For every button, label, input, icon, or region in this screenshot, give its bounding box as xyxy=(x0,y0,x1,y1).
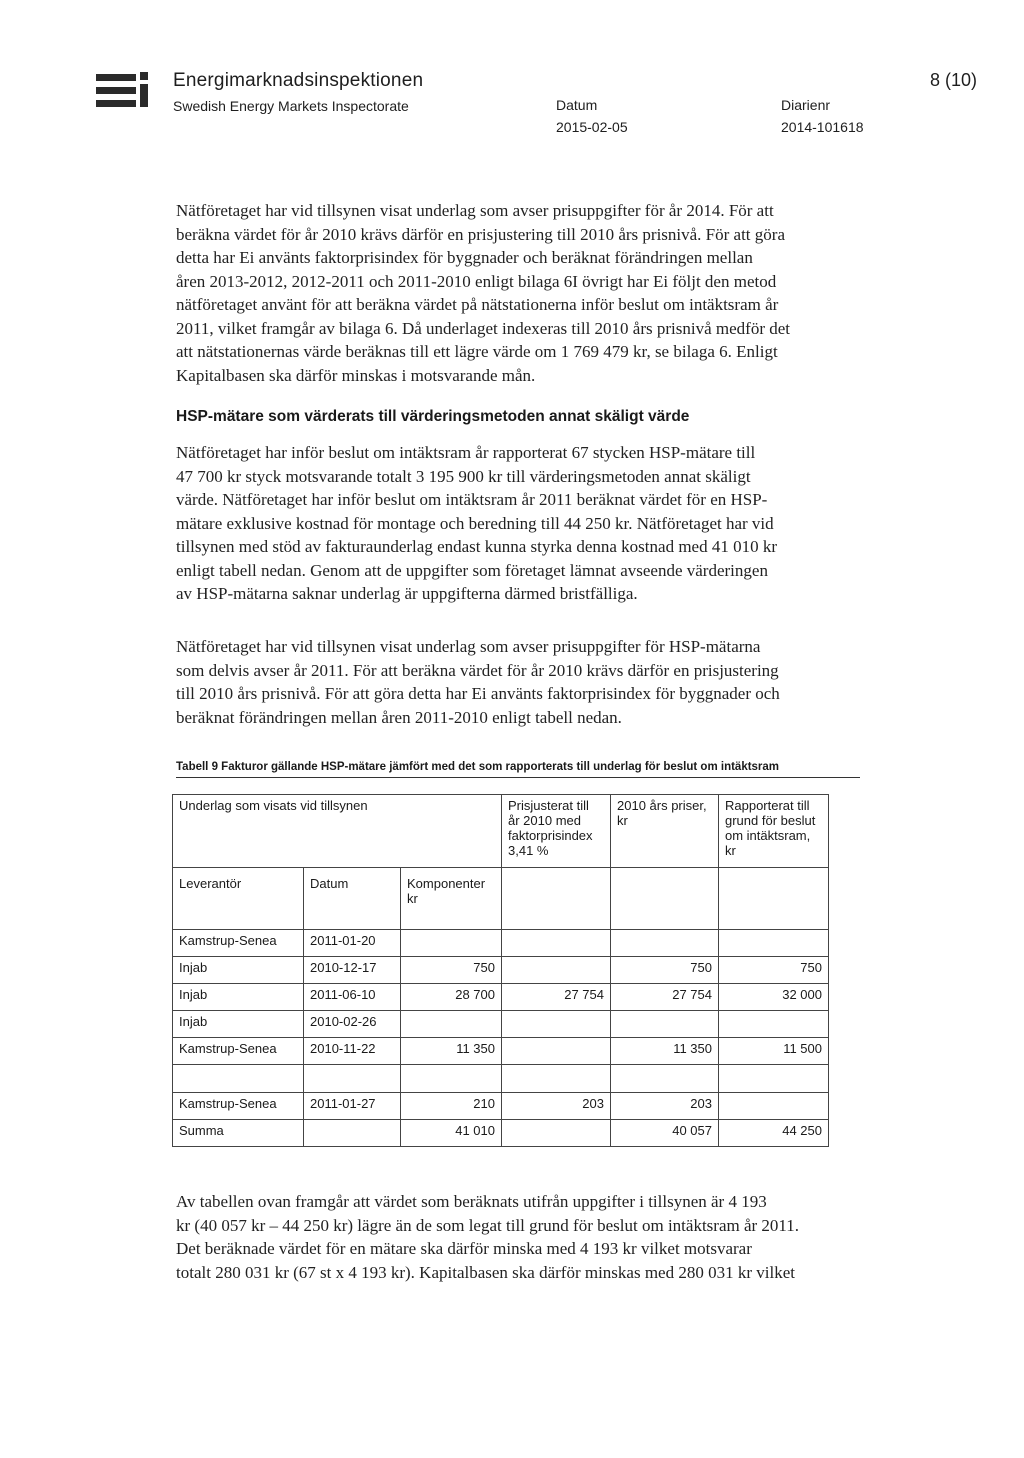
text-line: 47 700 kr styck motsvarande totalt 3 195 900 kr till värderingsmetoden annat skäligt xyxy=(176,466,751,486)
paragraph-hsp-priceadjust xyxy=(176,635,876,729)
cell-rapporterat: 11 500 xyxy=(719,1038,829,1065)
cell-summa-prisjusterat xyxy=(502,1120,611,1147)
cell-prisjusterat: 27 754 xyxy=(502,984,611,1011)
cell-pris2010 xyxy=(611,930,719,957)
table-empty-row xyxy=(173,1065,829,1093)
cell-rapporterat xyxy=(719,1093,829,1120)
empty-cell xyxy=(611,868,719,930)
cell-prisjusterat: 203 xyxy=(502,1093,611,1120)
cell-prisjusterat xyxy=(502,957,611,984)
text-line: enligt tabell nedan. Genom att de uppgifter som företaget lämnat avseende värderingen xyxy=(176,560,768,580)
table-row xyxy=(173,930,829,957)
cell-leverantor: Kamstrup-Senea xyxy=(173,1093,304,1120)
table-row xyxy=(173,984,829,1011)
cell-komponenter: 11 350 xyxy=(401,1038,502,1065)
cell-datum: 2011-01-20 xyxy=(304,930,401,957)
cell-prisjusterat xyxy=(502,930,611,957)
text-line: detta har Ei använts faktorprisindex för byggnader och beräknat förändringen mellan xyxy=(176,248,753,267)
organization-subtitle: Swedish Energy Markets Inspectorate xyxy=(173,98,409,114)
text-line: Kapitalbasen ska därför minskas i motsvarande mån. xyxy=(176,365,536,385)
table-row xyxy=(173,1011,829,1038)
text-line: av HSP-mätarna saknar underlag är uppgifterna därmed bristfälliga. xyxy=(176,584,638,603)
paragraph-hsp-reported xyxy=(176,441,876,606)
empty-cell xyxy=(719,1065,829,1093)
table-row xyxy=(173,1093,829,1120)
empty-cell xyxy=(502,1065,611,1093)
empty-cell xyxy=(304,1120,401,1147)
cell-leverantor: Kamstrup-Senea xyxy=(173,930,304,957)
cell-komponenter: 28 700 xyxy=(401,984,502,1011)
cell-rapporterat xyxy=(719,930,829,957)
paragraph-nätstationer xyxy=(176,199,876,387)
cell-datum: 2010-02-26 xyxy=(304,1011,401,1038)
table-summa-row xyxy=(173,1120,829,1147)
cell-pris2010: 11 350 xyxy=(611,1038,719,1065)
invoice-table xyxy=(172,794,829,1147)
cell-datum: 2011-06-10 xyxy=(304,984,401,1011)
text-line: totalt 280 031 kr (67 st x 4 193 kr). Kapitalbasen ska därför minskas med 280 031 kr vilket xyxy=(176,1262,795,1282)
text-line: Nätföretaget har vid tillsynen visat underlag som avser prisuppgifter för HSP-mätarna xyxy=(176,637,761,656)
text-line: kr (40 057 kr – 44 250 kr) lägre än de som legat till grund för beslut om intäktsram år 2011. xyxy=(176,1215,800,1235)
cell-pris2010 xyxy=(611,1011,719,1038)
text-line: Det beräknade värdet för en mätare ska därför minska med 4 193 kr vilket motsvarar xyxy=(176,1239,752,1258)
cell-leverantor: Injab xyxy=(173,957,304,984)
cell-pris2010: 750 xyxy=(611,957,719,984)
cell-leverantor: Kamstrup-Senea xyxy=(173,1038,304,1065)
text-line: Av tabellen ovan framgår att värdet som beräknats utifrån uppgifter i tillsynen är 4 193 xyxy=(176,1192,767,1211)
diarienr-value: 2014-101618 xyxy=(781,119,864,135)
diarienr-label: Diarienr xyxy=(781,97,831,113)
cell-rapporterat xyxy=(719,1011,829,1038)
cell-summa-rapporterat: 44 250 xyxy=(719,1120,829,1147)
empty-cell xyxy=(611,1065,719,1093)
cell-leverantor: Injab xyxy=(173,1011,304,1038)
table-row xyxy=(173,1038,829,1065)
col-leverantor: Leverantör xyxy=(173,868,304,930)
cell-summa-label: Summa xyxy=(173,1120,304,1147)
text-line: värde. Nätföretaget har inför beslut om intäktsram år 2011 beräknat värdet för en HSP- xyxy=(176,490,768,509)
ei-logo xyxy=(96,70,152,116)
empty-cell xyxy=(719,868,829,930)
col-2010-priser: 2010 års priser, kr xyxy=(611,795,719,868)
page-number: 8 (10) xyxy=(930,70,978,90)
text-line: nätföretaget använt för att beräkna värdet på nätstationerna inför beslut om intäktsram år xyxy=(176,295,779,314)
col-prisjusterat: Prisjusterat till år 2010 med faktorprisindex 3,41 % xyxy=(502,795,611,868)
organization-name: Energimarknadsinspektionen xyxy=(173,70,424,91)
cell-datum: 2010-12-17 xyxy=(304,957,401,984)
datum-label: Datum xyxy=(556,97,598,113)
table-caption: Tabell 9 Fakturor gällande HSP-mätare jämfört med det som rapporterats till underlag för beslut om intäktsram xyxy=(176,761,860,778)
cell-komponenter: 210 xyxy=(401,1093,502,1120)
table-header-row xyxy=(173,795,829,868)
empty-cell xyxy=(304,1065,401,1093)
cell-prisjusterat xyxy=(502,1011,611,1038)
cell-rapporterat: 750 xyxy=(719,957,829,984)
table-row xyxy=(173,957,829,984)
empty-cell xyxy=(173,1065,304,1093)
cell-leverantor: Injab xyxy=(173,984,304,1011)
col-rapporterat: Rapporterat till grund för beslut om intäktsram, kr xyxy=(719,795,829,868)
cell-prisjusterat xyxy=(502,1038,611,1065)
text-line: att nätstationernas värde beräknas till ett lägre värde om 1 769 479 kr, se bilaga 6. Enligt xyxy=(176,342,778,361)
text-line: tillsynen med stöd av fakturaunderlag endast kunna styrka denna kostnad med 41 010 kr xyxy=(176,537,777,556)
cell-pris2010: 203 xyxy=(611,1093,719,1120)
paragraph-conclusion xyxy=(176,1190,876,1284)
cell-summa-pris2010: 40 057 xyxy=(611,1120,719,1147)
table-subheader-row xyxy=(173,868,829,930)
cell-komponenter xyxy=(401,1011,502,1038)
text-line: Nätföretaget har vid tillsynen visat underlag som avser prisuppgifter för år 2014. För att xyxy=(176,201,774,220)
cell-datum: 2010-11-22 xyxy=(304,1038,401,1065)
cell-komponenter xyxy=(401,930,502,957)
text-line: Nätföretaget har inför beslut om intäktsram år rapporterat 67 stycken HSP-mätare till xyxy=(176,443,756,462)
datum-value: 2015-02-05 xyxy=(556,119,628,135)
group-header: Underlag som visats vid tillsynen xyxy=(173,795,502,868)
text-line: mätare exklusive kostnad för montage och beredning till 44 250 kr. Nätföretaget har vid xyxy=(176,513,774,533)
text-line: 2011, vilket framgår av bilaga 6. Då underlaget indexeras till 2010 års prisnivå medför det xyxy=(176,318,791,338)
text-line: beräknat förändringen mellan åren 2011-2010 enligt tabell nedan. xyxy=(176,707,622,727)
text-line: beräkna värdet för år 2010 krävs därför en prisjustering till 2010 års prisnivå. För att göra xyxy=(176,224,785,244)
cell-summa-komponenter: 41 010 xyxy=(401,1120,502,1147)
section-heading: HSP-mätare som värderats till värderingsmetoden annat skäligt värde xyxy=(176,408,690,425)
text-line: till 2010 års prisnivå. För att göra detta har Ei använts faktorprisindex för byggnader och xyxy=(176,684,780,703)
col-komponenter: Komponenter kr xyxy=(401,868,502,930)
cell-rapporterat: 32 000 xyxy=(719,984,829,1011)
cell-komponenter: 750 xyxy=(401,957,502,984)
text-line: som delvis avser år 2011. För att beräkna värdet för år 2010 krävs därför en prisjustering xyxy=(176,660,779,680)
cell-datum: 2011-01-27 xyxy=(304,1093,401,1120)
empty-cell xyxy=(502,868,611,930)
text-line: åren 2013-2012, 2012-2011 och 2011-2010 enligt bilaga 6I övrigt har Ei följt den metod xyxy=(176,271,777,291)
cell-pris2010: 27 754 xyxy=(611,984,719,1011)
empty-cell xyxy=(401,1065,502,1093)
col-datum: Datum xyxy=(304,868,401,930)
